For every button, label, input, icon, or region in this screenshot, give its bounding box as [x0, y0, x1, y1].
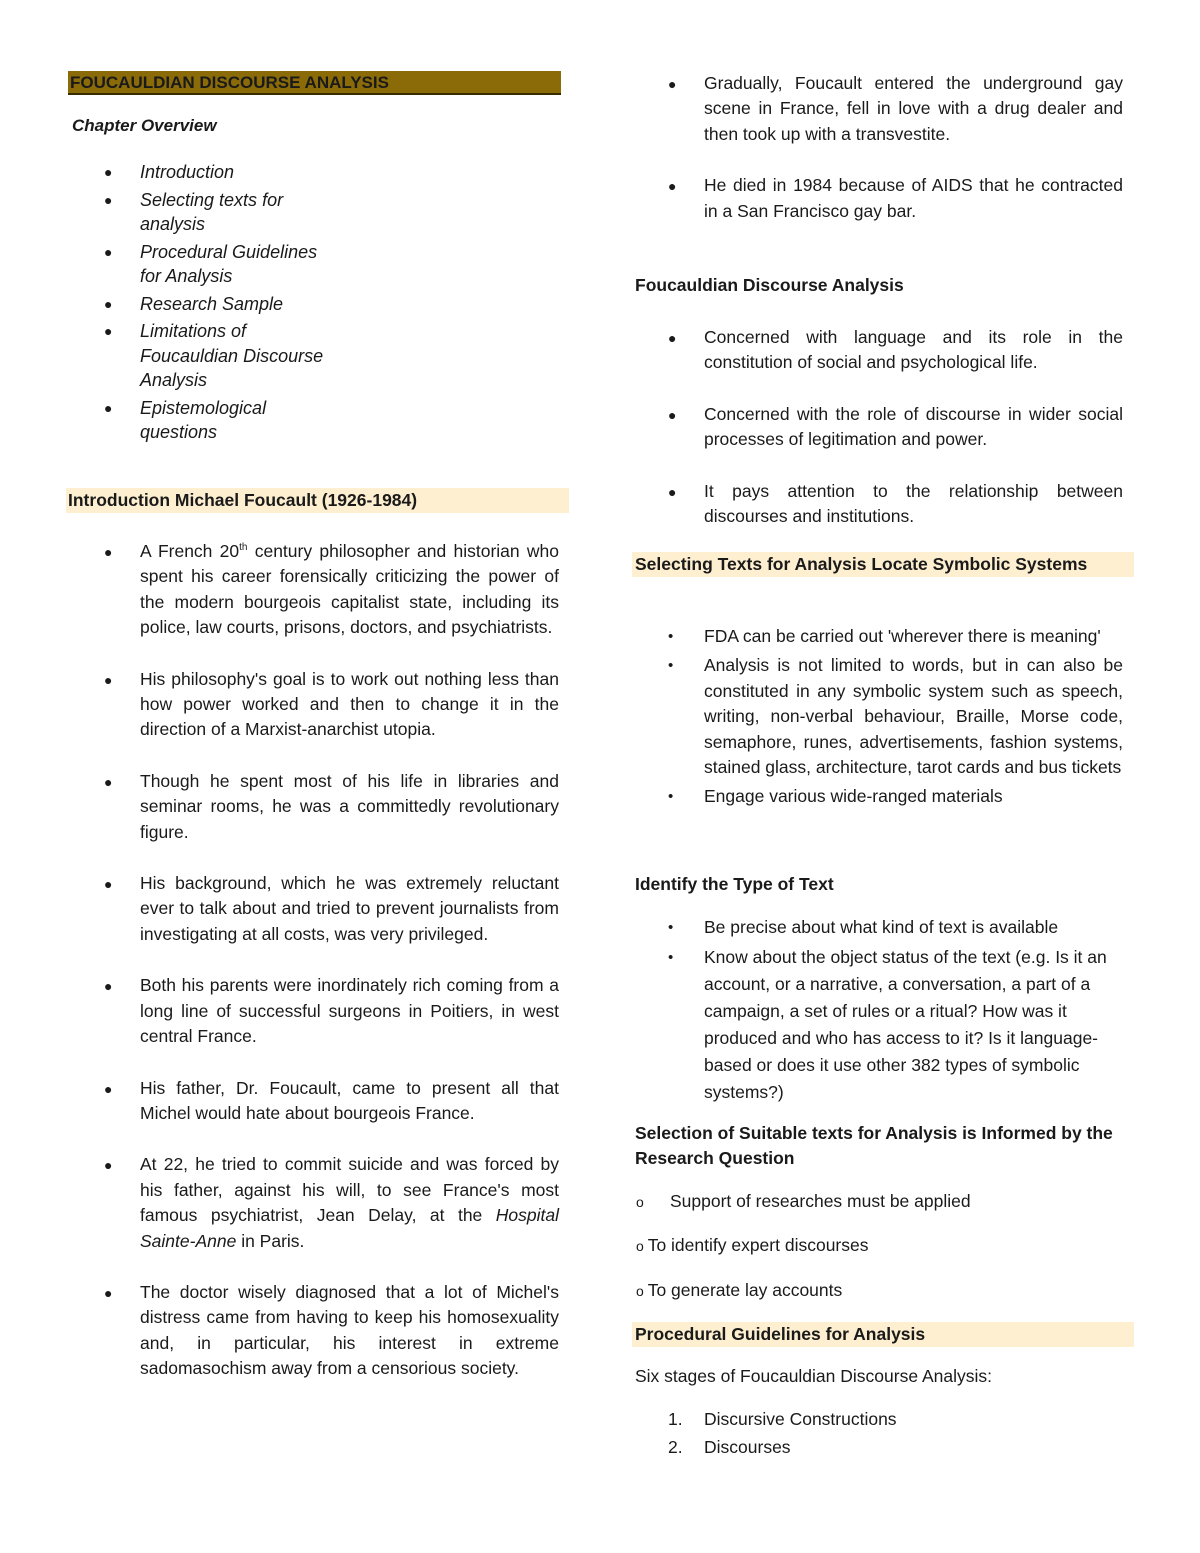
bullet-icon: ●: [104, 671, 113, 688]
list-item: 2. Discourses: [668, 1437, 791, 1457]
selection-item-1: o Support of researches must be applied: [636, 1189, 971, 1215]
list-item: ● Limitations of Foucauldian Discourse Analysis: [104, 321, 324, 390]
list-item: • Engage various wide-ranged materials: [668, 784, 1123, 809]
bullet-icon: ●: [104, 1080, 113, 1097]
bullet-icon: ●: [104, 164, 113, 180]
biography-bullets-continued: [668, 71, 1123, 250]
circle-bullet-icon: o: [636, 1238, 648, 1254]
list-item: ● Concerned with language and its role in the constitution of social and psychological life.: [668, 327, 1123, 373]
fda-heading: Foucauldian Discourse Analysis: [635, 275, 904, 295]
list-item: ● Research Sample: [104, 292, 324, 317]
selection-item-3: o To generate lay accounts: [636, 1280, 843, 1300]
list-item: ● Gradually, Foucault entered the underground gay scene in France, fell in love with a drug dealer and then took up with a transvestite.: [668, 73, 1123, 144]
identify-type-heading: Identify the Type of Text: [635, 874, 834, 894]
list-item: ● His philosophy's goal is to work out nothing less than how power worked and then to change it in the direction of a Marxist-anarchist utopia.: [104, 668, 559, 740]
bullet-icon: ●: [104, 876, 113, 893]
selection-heading: Selection of Suitable texts for Analysis is Informed by the Research Question: [635, 1123, 1113, 1168]
list-item: ● At 22, he tried to commit suicide and was forced by his father, against his will, to see France's most famous psychiatrist, Jean Delay, at the Hospital Sainte-Anne in Paris.: [104, 1154, 559, 1251]
selecting-texts-bullets: [668, 624, 1123, 814]
bullet-icon: •: [668, 628, 674, 645]
bullet-icon: ●: [104, 243, 113, 260]
bullet-icon: ●: [668, 483, 677, 500]
identify-type-bullets: [668, 915, 1123, 1110]
list-item: ● Concerned with the role of discourse in wider social processes of legitimation and power.: [668, 403, 1123, 450]
procedural-intro: Six stages of Foucauldian Discourse Analysis:: [635, 1366, 992, 1386]
document-title: FOUCAULDIAN DISCOURSE ANALYSIS: [68, 71, 561, 95]
list-item: ● Selecting texts for analysis: [104, 189, 284, 234]
bullet-icon: ●: [104, 295, 113, 312]
bullet-icon: ●: [104, 323, 113, 339]
bullet-icon: ●: [104, 1284, 113, 1301]
list-item: ● His father, Dr. Foucault, came to present all that Michel would hate about bourgeois France.: [104, 1077, 559, 1123]
list-item: • FDA can be carried out 'wherever there is meaning': [668, 624, 1123, 649]
bullet-icon: ●: [104, 1157, 113, 1174]
bullet-icon: ●: [668, 406, 677, 423]
bullet-icon: ●: [104, 191, 113, 208]
bullet-icon: ●: [104, 399, 113, 416]
bullet-icon: •: [668, 949, 674, 967]
intro-bullets: [104, 539, 559, 1408]
list-item: ● His background, which he was extremely reluctant ever to talk about and tried to prevent journalists from investigating at all costs, was very privileged.: [104, 873, 559, 944]
bullet-icon: ●: [104, 773, 113, 790]
list-item: ● Though he spent most of his life in libraries and seminar rooms, he was a committedly revolutionary figure.: [104, 770, 559, 842]
bullet-icon: ●: [104, 978, 113, 995]
list-item: 1. Discursive Constructions: [668, 1409, 897, 1429]
bullet-icon: ●: [104, 544, 113, 560]
list-item: ● It pays attention to the relationship between discourses and institutions.: [668, 480, 1123, 527]
bullet-icon: ●: [668, 330, 677, 346]
bullet-icon: •: [668, 788, 674, 806]
fda-bullets: [668, 325, 1123, 555]
selecting-texts-heading: Selecting Texts for Analysis Locate Symbolic Systems: [632, 552, 1134, 577]
list-item: • Analysis is not limited to words, but in can also be constituted in any symbolic system such as speech, writing, non-verbal behaviour, Braille, Morse code, semaphore, runes, advertisements, fashion systems, stained glass, architecture, tarot cards and bus tickets: [668, 655, 1123, 778]
list-item: ● Epistemological questions: [104, 397, 267, 442]
list-item: ● The doctor wisely diagnosed that a lot of Michel's distress came from having to keep his homosexuality and, in particular, his interest in extreme sadomasochism away from a censorious society.: [104, 1281, 559, 1379]
intro-heading: Introduction Michael Foucault (1926-1984): [66, 488, 569, 513]
circle-bullet-icon: o: [636, 1194, 644, 1210]
bullet-icon: •: [668, 657, 674, 675]
circle-bullet-icon: o: [636, 1283, 648, 1299]
bullet-icon: ●: [668, 178, 677, 195]
list-item: • Know about the object status of the text (e.g. Is it an account, or a narrative, a conversation, a part of a campaign, a set of rules or a ritual? How was it produced and who has access to it? Is it language-based or does it use other 382 types of symbolic systems?): [668, 944, 1123, 1106]
chapter-overview-heading: Chapter Overview: [72, 116, 217, 135]
procedural-stages-list: [668, 1407, 1123, 1463]
list-item: ● Procedural Guidelines for Analysis: [104, 241, 318, 286]
list-item: ● He died in 1984 because of AIDS that he contracted in a San Francisco gay bar.: [668, 175, 1123, 221]
selection-item-2: o To identify expert discourses: [636, 1235, 869, 1255]
chapter-overview-list: [104, 160, 324, 448]
procedural-heading: Procedural Guidelines for Analysis: [632, 1322, 1134, 1347]
list-item: ● Introduction: [104, 160, 324, 185]
list-item: ● Both his parents were inordinately rich coming from a long line of successful surgeons in Poitiers, in west central France.: [104, 975, 559, 1047]
list-item: ● A French 20th century philosopher and historian who spent his career forensically criticizing the power of the modern bourgeois capitalist state, including its police, law courts, prisons, doctors, and psychiatrists.: [104, 541, 559, 638]
bullet-icon: ●: [668, 76, 677, 92]
list-item: • Be precise about what kind of text is available: [668, 915, 1123, 940]
bullet-icon: •: [668, 919, 674, 936]
